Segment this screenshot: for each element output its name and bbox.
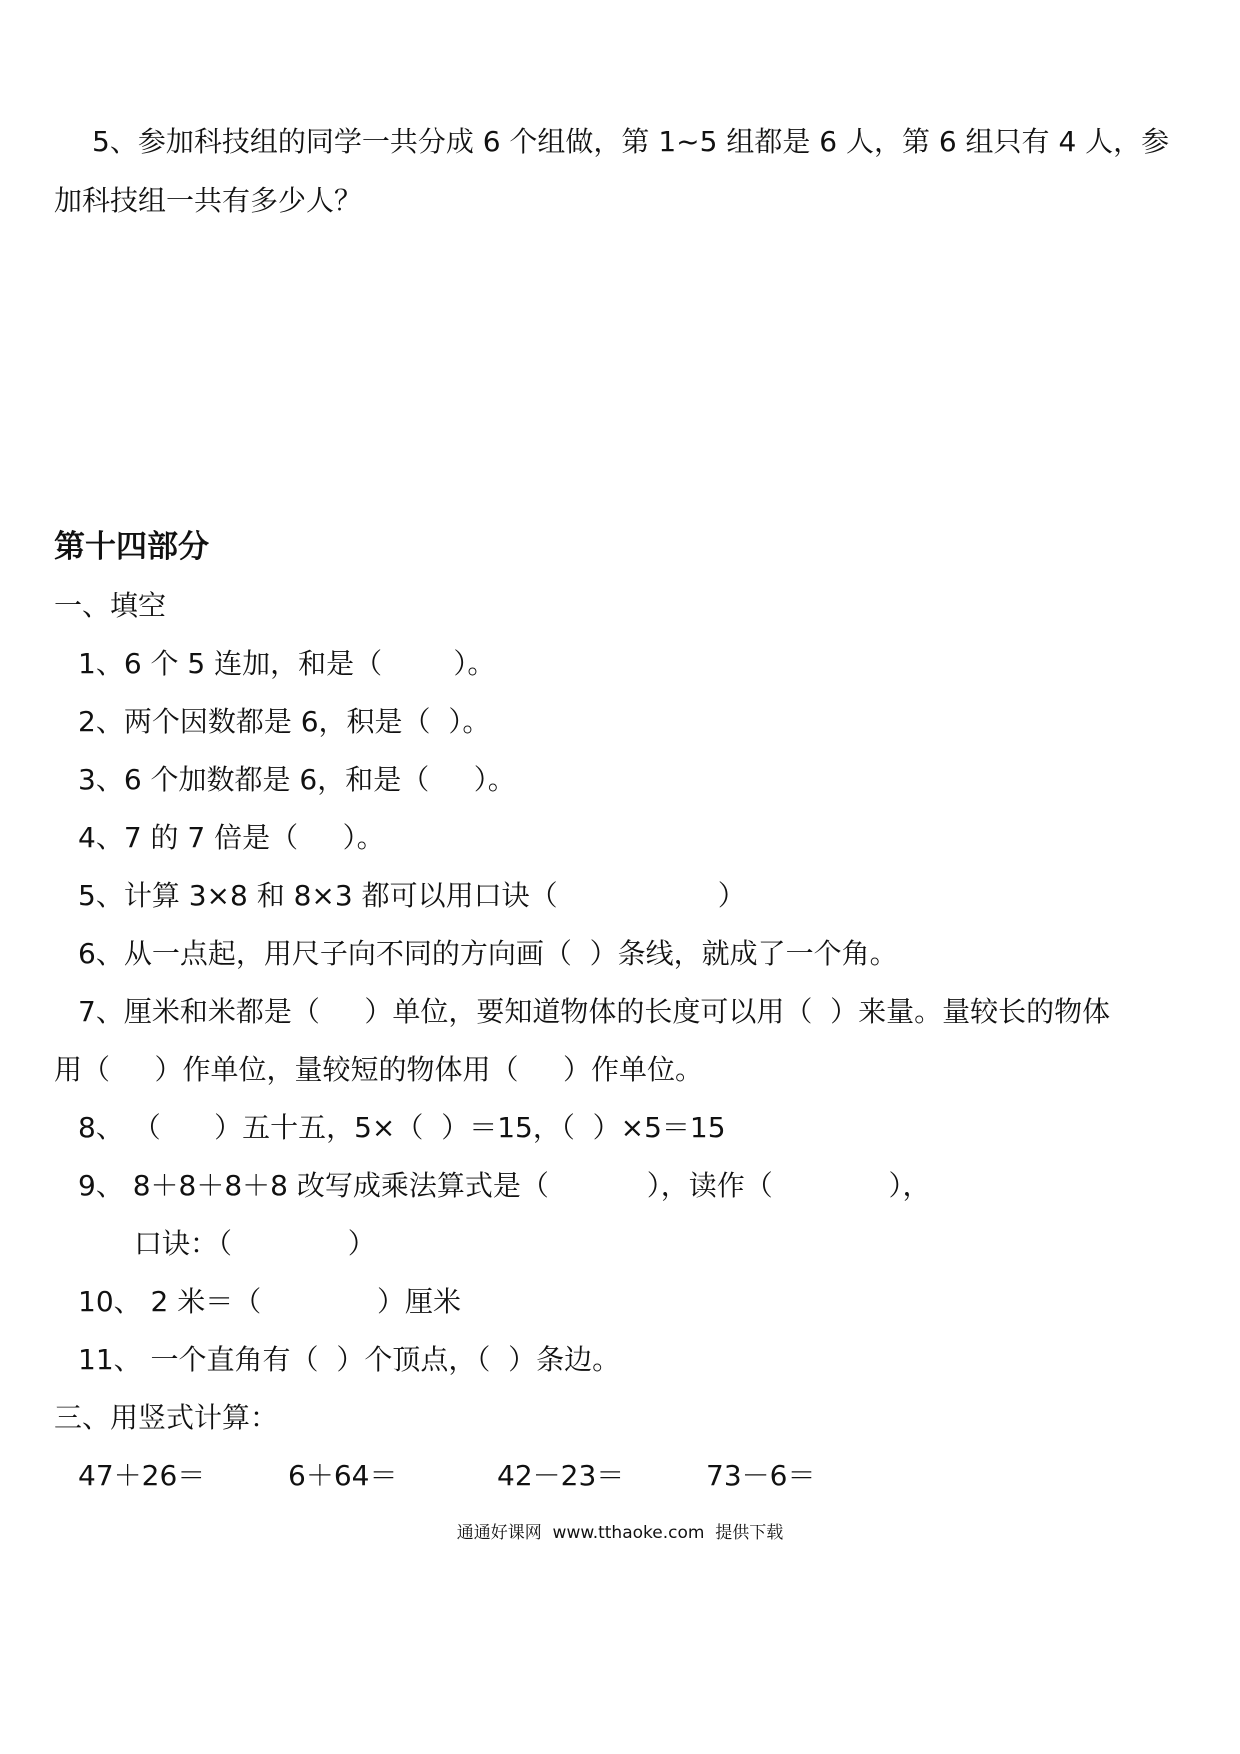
fill-item-9: 9、 8＋8＋8＋8 改写成乘法算式是（ ），读作（ ）， [78,1169,931,1202]
calc-expression: 73－6＝ [706,1459,816,1492]
fill-item-7-cont: 用（ ）作单位，量较短的物体用（ ）作单位。 [54,1053,704,1086]
fill-item-8: 8、 （ ）五十五，5×（ ）＝15，（ ）×5＝15 [78,1111,726,1144]
fill-item-4: 4、7 的 7 倍是（ ）。 [78,821,385,854]
fill-item-2: 2、两个因数都是 6，积是（ ）。 [78,705,491,738]
calc-expression: 6＋64＝ [288,1459,398,1492]
fill-item-7: 7、厘米和米都是（ ）单位，要知道物体的长度可以用（ ）来量。量较长的物体 [78,995,1111,1028]
footer-credit: 通通好课网 www.tthaoke.com 提供下载 [456,1523,784,1543]
fill-item-10: 10、 2 米＝（ ）厘米 [78,1285,461,1318]
fill-item-9-cont: 口诀：（ ） [134,1227,376,1260]
section-title: 第十四部分 [54,529,209,565]
fill-item-6: 6、从一点起，用尺子向不同的方向画（ ）条线，就成了一个角。 [78,937,898,970]
fill-item-1: 1、6 个 5 连加，和是（ ）。 [78,647,496,680]
fill-item-11: 11、 一个直角有（ ）个顶点，（ ）条边。 [78,1343,621,1376]
part-3-title: 三、用竖式计算： [54,1401,279,1434]
problem-5-line-1: 5、参加科技组的同学一共分成 6 个组做，第 1~5 组都是 6 人，第 6 组只有 4 人，参 [92,125,1170,158]
problem-5-line-2: 加科技组一共有多少人？ [54,184,363,217]
part-1-title: 一、填空 [54,589,167,622]
fill-item-3: 3、6 个加数都是 6，和是（ ）。 [78,763,516,796]
calc-expression: 47＋26＝ [78,1459,206,1492]
calc-expression: 42－23＝ [497,1459,625,1492]
fill-item-5: 5、计算 3×8 和 8×3 都可以用口诀（ ） [78,879,746,912]
